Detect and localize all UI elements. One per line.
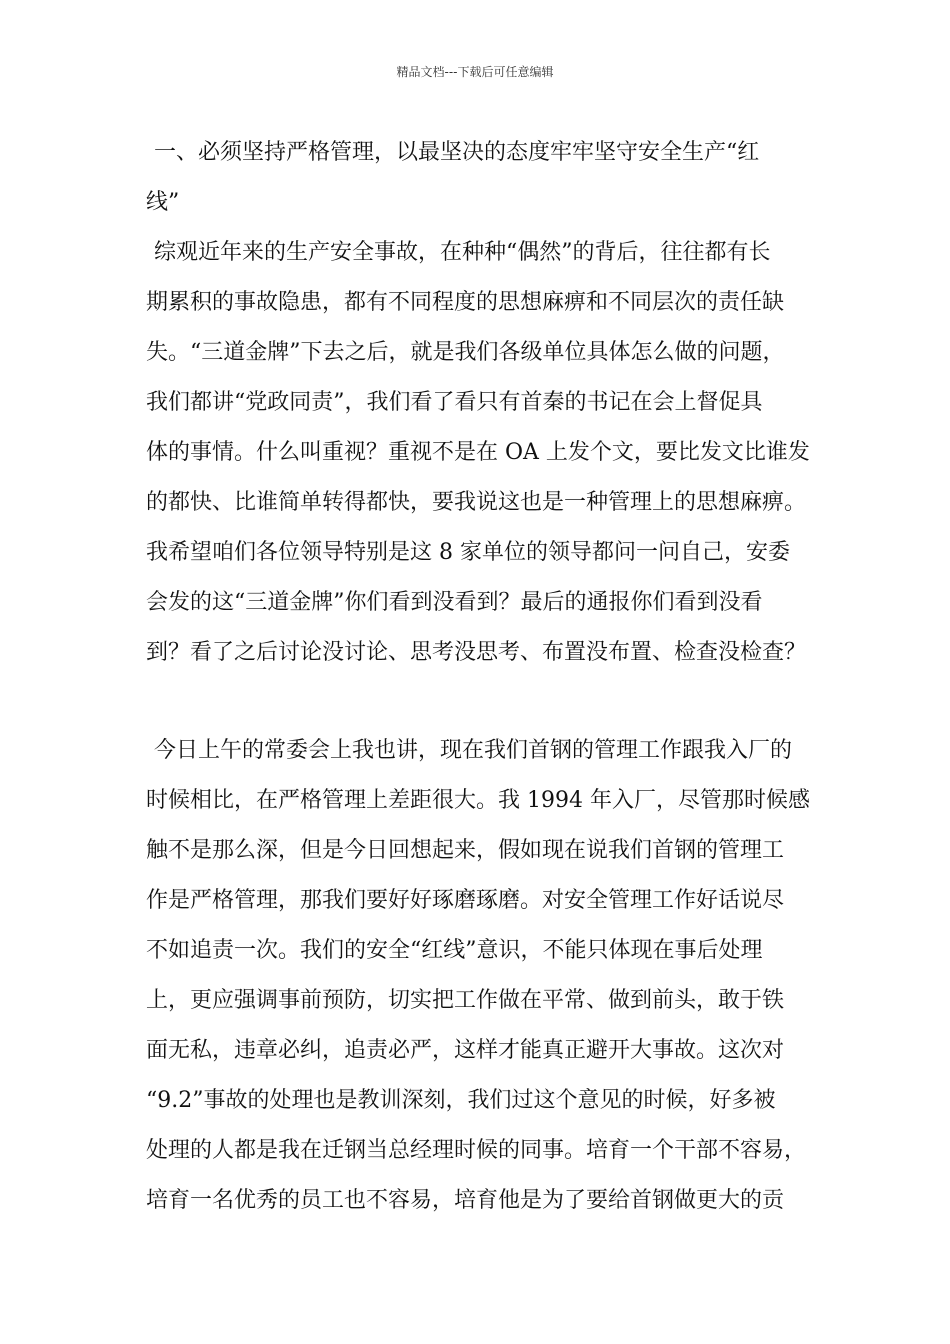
paragraph-line: 面无私，违章必纠，追责必严，这样才能真正避开大事故。这次对: [146, 1038, 785, 1063]
paragraph-line: 上，更应强调事前预防，切实把工作做在平常、做到前头，敢于铁: [146, 988, 785, 1013]
paragraph-line: 我希望咱们各位领导特别是这 8 家单位的领导都问一问自己，安委: [146, 540, 790, 565]
paragraph-line: 时候相比，在严格管理上差距很大。我 1994 年入厂，尽管那时候感: [146, 788, 810, 813]
document-body: [146, 128, 826, 1226]
page-header: 精品文档---下载后可任意编辑: [396, 65, 554, 79]
paragraph-line: 到？看了之后讨论没讨论、思考没思考、布置没布置、检查没检查？: [146, 640, 807, 665]
paragraph-line: 综观近年来的生产安全事故，在种种“偶然”的背后，往往都有长: [154, 240, 771, 265]
paragraph-line: 作是严格管理，那我们要好好琢磨琢磨。对安全管理工作好话说尽: [146, 888, 785, 913]
paragraph-line: 触不是那么深，但是今日回想起来，假如现在说我们首钢的管理工: [146, 838, 785, 863]
paragraph-line: “9.2”事故的处理也是教训深刻，我们过这个意见的时候，好多被: [146, 1088, 776, 1113]
section-heading: [146, 128, 826, 228]
paragraph-line: 期累积的事故隐患，都有不同程度的思想麻痹和不同层次的责任缺: [146, 290, 785, 315]
paragraph-line: 我们都讲“党政同责”，我们看了看只有首秦的书记在会上督促具: [146, 390, 763, 415]
paragraph-line: 培育一名优秀的员工也不容易，培育他是为了要给首钢做更大的贡: [146, 1188, 785, 1213]
paragraph-line: 不如追责一次。我们的安全“红线”意识，不能只体现在事后处理: [146, 938, 763, 963]
paragraph-line: 今日上午的常委会上我也讲，现在我们首钢的管理工作跟我入厂的: [154, 738, 793, 763]
paragraph-line: 处理的人都是我在迁钢当总经理时候的同事。培育一个干部不容易，: [146, 1138, 807, 1163]
paragraph-line: 的都快、比谁简单转得都快，要我说这也是一种管理上的思想麻痹。: [146, 490, 807, 515]
heading-line: 一、必须坚持严格管理，以最坚决的态度牢牢坚守安全生产“红: [154, 140, 760, 165]
paragraph-line: 失。“三道金牌”下去之后，就是我们各级单位具体怎么做的问题，: [146, 340, 785, 365]
paragraph-1: [146, 228, 826, 678]
heading-line: 线”: [146, 190, 180, 215]
paragraph-line: 会发的这“三道金牌”你们看到没看到？最后的通报你们看到没看: [146, 590, 763, 615]
paragraph-gap: [146, 678, 826, 726]
paragraph-line: 体的事情。什么叫重视？重视不是在 OA 上发个文，要比发文比谁发: [146, 440, 810, 465]
paragraph-2: [146, 726, 826, 1226]
